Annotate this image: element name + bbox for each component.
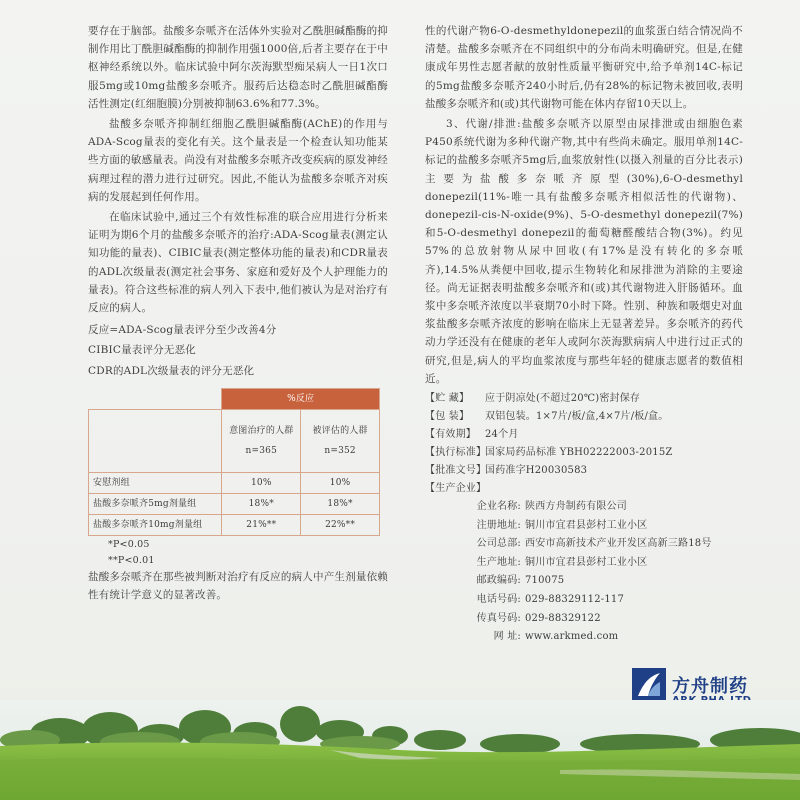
landscape-illustration <box>0 700 800 800</box>
table-row: 盐酸多奈哌齐5mg剂量组 18%* 18%* <box>89 493 380 514</box>
info-row: 【贮 藏】 应于阴凉处(不超过20℃)密封保存 <box>425 393 641 405</box>
table-col-itt: 意图治疗的人群 n=365 <box>222 409 301 472</box>
company-row: 生产地址: 铜川市宜君县彭村工业小区 <box>476 556 648 568</box>
info-row: 【包 装】 双铝包装。1×7片/板/盒,4×7片/板/盒。 <box>425 411 669 423</box>
table-header: %反应 <box>222 388 380 409</box>
company-row: 网 址: www.arkmed.com <box>493 631 619 643</box>
info-row: 【有效期】 24个月 <box>425 429 519 441</box>
footnote-p01: **P<0.01 <box>108 554 155 566</box>
producer-label: 【生产企业】 <box>425 483 487 495</box>
footnote-p05: *P<0.05 <box>108 538 150 550</box>
criteria-item: CIBIC量表评分无恶化 <box>88 344 196 357</box>
table-row: 盐酸多奈哌齐10mg剂量组 21%** 22%** <box>89 514 380 535</box>
company-row: 公司总部: 西安市高新技术产业开发区高新三路18号 <box>476 538 712 550</box>
product-info <box>425 390 743 498</box>
table-subheader-row <box>89 409 380 472</box>
company-row: 邮政编码: 710075 <box>476 575 565 587</box>
right-column <box>425 22 743 647</box>
company-row: 注册地址: 铜川市宜君县彭村工业小区 <box>476 519 648 531</box>
info-row: 【执行标准】 国家局药品标准 YBH02222003-2015Z <box>425 447 673 459</box>
criteria-item: CDR的ADL次级量表的评分无恶化 <box>88 364 255 377</box>
left-paragraph-4: 盐酸多奈哌齐在那些被判断对治疗有反应的病人中产生剂量依赖性有统计学意义的显著改善。 <box>88 570 388 602</box>
table-col-evaluated: 被评估的人群 n=352 <box>301 409 380 472</box>
left-column <box>88 22 388 606</box>
table-row: 安慰剂组 10% 10% <box>89 472 380 493</box>
criteria-item: 反应=ADA-Scog量表评分至少改善4分 <box>88 324 277 337</box>
right-paragraph-1: 性的代谢产物6-O-desmethyldonepezil的血浆蛋白结合情况尚不清楚。盐酸多奈哌齐在不同组织中的分布尚未明确研究。但是,在健康成年男性志愿者献的放射性质量平衡研究中,给予单剂14C-标记的5mg盐酸多奈哌齐240小时后,仍有28%的标记物未被回收,表明盐酸多奈哌齐和(或)其代谢物可能在体内存留10天以上。 <box>425 25 743 110</box>
company-row: 电话号码: 029-88329112-117 <box>476 594 625 606</box>
response-criteria <box>88 321 388 380</box>
ark-logo-icon <box>632 668 666 702</box>
logo-text-cn: 方舟制药 <box>672 676 748 697</box>
table-header-row <box>89 388 380 409</box>
company-info <box>425 498 743 647</box>
left-paragraph-2: 盐酸多奈哌齐抑制红细胞乙酰胆碱酯酶(AChE)的作用与ADA-Scog量表的变化有关。这个量表是一个检查认知功能某些方面的敏感量表。尚没有对盐酸多奈哌齐改变疾病的原发神经病理过程的潜力进行过研究。因此,不能认为盐酸多奈哌齐对疾病的发展起到任何作用。 <box>88 118 388 203</box>
left-paragraph-3: 在临床试验中,通过三个有效性标准的联合应用进行分析来证明为期6个月的盐酸多奈哌齐的治疗:ADA-Scog量表(测定认知功能的量表)、CIBIC量表(测定整体功能的量表)和CDR量表的ADL次级量表(测定社会事务、家庭和爱好及个人护理能力的量表)。符合这些标准的病人列入下表中,他们被认为是对治疗有反应的病人。 <box>88 211 388 315</box>
right-paragraph-2: 3、代谢/排泄:盐酸多奈哌齐以原型由尿排泄或由细胞色素P450系统代谢为多种代谢产物,其中有些尚未确定。服用单剂14C-标记的盐酸多奈哌齐5mg后,血浆放射性(以摄入剂量的百分比表示)主要为盐酸多奈哌齐原型(30%),6-O-desmethyl donepezil(11%-唯一具有盐酸多奈哌齐相似活性的代谢物)、donepezil-cis-N-oxide(9%)、5-O-desmethyl donepezil(7%)和5-O-desmethyl donepezil的葡萄糖醛酸结合物(3%)。约见57%的总放射物从尿中回收(有17%是没有转化的多奈哌齐),14.5%从粪便中回收,提示生物转化和尿排泄为消除的主要途径。尚无证据表明盐酸多奈哌齐和(或)其代谢物进入肝肠循环。血浆中多奈哌齐浓度以半衰期70小时下降。性别、种族和吸烟史对血浆盐酸多奈哌齐浓度的影响在临床上无显著差异。多奈哌齐的药代动力学还没有在健康的老年人或阿尔茨海默病病人中进行过正式的研究,但是,病人的平均血浆浓度与那些年轻的健康志愿者的数值相近。 <box>425 118 743 385</box>
company-row: 企业名称: 陕西方舟制药有限公司 <box>476 501 627 513</box>
info-row: 【批准文号】 国药准字H20030583 <box>425 465 588 477</box>
response-table <box>88 388 380 536</box>
company-row: 传真号码: 029-88329122 <box>476 612 601 624</box>
left-paragraph-1: 要存在于脑部。盐酸多奈哌齐在活体外实验对乙酰胆碱酯酶的抑制作用比丁酰胆碱酯酶的抑制作用强1000倍,后者主要存在于中枢神经系统以外。临床试验中阿尔茨海默型痴呆病人一日1次口服5mg或10mg盐酸多奈哌齐。服药后达稳态时乙酰胆碱酯酶活性测定(红细胞膜)分别被抑制63.6%和77.3%。 <box>88 25 388 110</box>
